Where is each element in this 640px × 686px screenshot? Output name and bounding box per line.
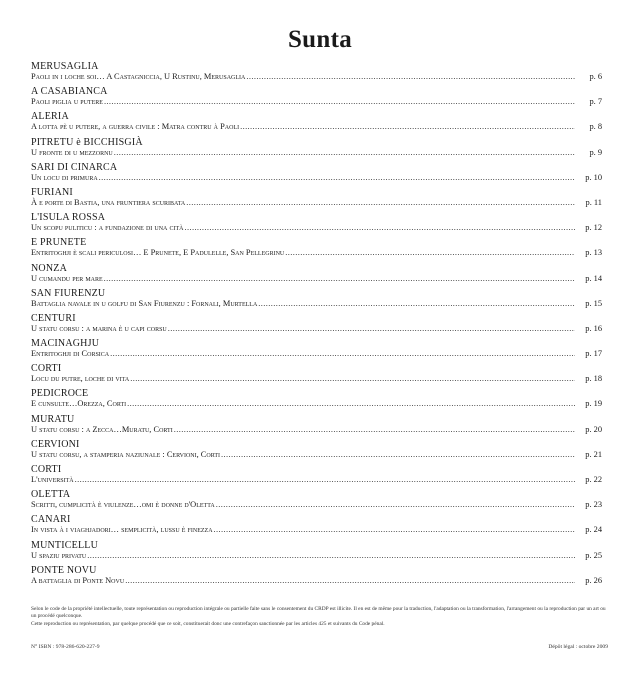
toc-heading: A CASABIANCA — [31, 86, 108, 98]
toc-subtitle: Entritoghji è scali periculosi… E Prunete, E Padulelle, San Pellegrinu — [31, 248, 285, 258]
toc-heading: FURIANI — [31, 186, 73, 198]
toc-subtitle: Scritti, cumplicità è viulenze…omi è donne d'Oletta — [31, 500, 215, 510]
toc-subtitle: Entritoghji di Corsica — [31, 349, 110, 359]
dot-leader — [127, 399, 575, 409]
dot-leader — [246, 72, 575, 82]
toc-page-number: p. 12 — [585, 223, 602, 233]
dot-leader — [104, 274, 575, 284]
toc-line — [31, 374, 602, 388]
toc-heading: PEDICROCE — [31, 388, 89, 400]
legal-notice — [31, 606, 606, 628]
toc-entry — [31, 414, 602, 439]
toc-entry — [31, 263, 602, 288]
toc-heading: CENTURI — [31, 312, 76, 324]
toc-line — [31, 173, 602, 187]
toc-line — [31, 399, 602, 413]
toc-page-number: p. 10 — [585, 172, 602, 182]
toc-page-number: p. 16 — [585, 323, 602, 333]
depot-legal-text: Dépôt légal : octobre 2009 — [548, 644, 608, 650]
toc-page-number: p. 20 — [585, 424, 602, 434]
toc-entry — [31, 388, 602, 413]
toc-heading: MACINAGHJU — [31, 338, 100, 350]
toc-page-number: p. 22 — [585, 475, 602, 484]
toc-line — [31, 198, 602, 212]
dot-leader — [168, 324, 575, 334]
toc-page-number: p. 11 — [585, 197, 602, 207]
dot-leader — [258, 299, 575, 309]
toc-page-number: p. 21 — [585, 449, 602, 459]
table-of-contents — [31, 61, 602, 590]
toc-subtitle: Un locu di primura — [31, 172, 98, 182]
dot-leader — [184, 223, 575, 233]
toc-entry — [31, 338, 602, 363]
toc-line — [31, 122, 602, 136]
toc-subtitle: U statu corsu : a marina è u capi corsu — [31, 323, 167, 333]
dot-leader — [240, 122, 575, 132]
legal-paragraph-1: Selon le code de la propriété intellectuelle, toute représentation ou reproduction intégrale ou partielle faite sans le consentement du CRDP est illicite. Il en est de même pour la traduction, l'adaptation ou la transformation, l'arrangement ou la reproduction par un art ou un procédé quelconque. — [31, 606, 606, 620]
toc-subtitle: U statu corsu, a stamperia naziunale : Cervioni, Corti — [31, 449, 221, 459]
toc-subtitle: U cumandu per mare — [31, 273, 103, 283]
toc-line — [31, 148, 602, 162]
toc-page-number: p. 9 — [589, 147, 602, 157]
toc-entry — [31, 514, 602, 539]
dot-leader — [214, 525, 575, 535]
toc-entry — [31, 162, 602, 187]
toc-entry — [31, 111, 602, 136]
dot-leader — [110, 349, 575, 359]
toc-subtitle: E cunsulte…Orezza, Corti — [31, 399, 127, 409]
toc-subtitle: In vista à i viaghjadori… semplicità, lussu è finezza — [31, 525, 213, 535]
toc-line — [31, 97, 602, 111]
toc-subtitle: U spaziu privatu — [31, 550, 87, 560]
toc-entry — [31, 363, 602, 388]
dot-leader — [125, 576, 575, 586]
dot-leader — [216, 500, 575, 510]
toc-subtitle: Locu du putre, loche di vita — [31, 374, 130, 384]
toc-entry — [31, 61, 602, 86]
legal-paragraph-2: Cette reproduction ou représentation, par quelque procédé que ce soit, constituerait donc une contrefaçon sanctionnée par les articles 425 et suivants du Code pénal. — [31, 620, 385, 627]
toc-line — [31, 299, 602, 313]
toc-heading: SAN FIURENZU — [31, 287, 106, 299]
page-title: Sunta — [287, 26, 353, 53]
toc-entry — [31, 237, 602, 262]
toc-line — [31, 551, 602, 565]
toc-heading: MERUSAGLIA — [31, 61, 99, 72]
toc-page-number: p. 19 — [585, 399, 602, 409]
toc-line — [31, 324, 602, 338]
toc-subtitle: Battaglia navale in u golfu di San Fiurenzu : Fornali, Murtella — [31, 298, 258, 308]
toc-heading: CORTI — [31, 464, 62, 475]
toc-page-number: p. 17 — [585, 349, 602, 359]
toc-page-number: p. 13 — [585, 248, 602, 258]
toc-heading: CERVIONI — [31, 438, 80, 450]
toc-line — [31, 223, 602, 237]
toc-page-number: p. 26 — [585, 575, 602, 585]
toc-entry — [31, 464, 602, 489]
toc-heading: SARI DI CINARCA — [31, 161, 118, 173]
toc-subtitle: Un scopu puliticu : a fundazione di una cità — [31, 223, 184, 233]
toc-entry — [31, 565, 602, 590]
toc-heading: PONTE NOVU — [31, 564, 97, 576]
toc-heading: OLETTA — [31, 489, 71, 501]
dot-leader — [87, 551, 575, 561]
dot-leader — [130, 374, 575, 384]
toc-entry — [31, 137, 602, 162]
toc-heading: CANARI — [31, 514, 71, 526]
toc-subtitle: U statu corsu : a Zecca…Muratu, Corti — [31, 424, 173, 434]
toc-line — [31, 425, 602, 439]
toc-entry — [31, 288, 602, 313]
toc-entry — [31, 313, 602, 338]
toc-heading: NONZA — [31, 262, 67, 274]
toc-line — [31, 349, 602, 363]
toc-subtitle: Paoli in i loche soi… A Castagniccia, U Rustinu, Merusaglia — [31, 72, 246, 81]
dot-leader — [104, 97, 575, 107]
dot-leader — [174, 425, 575, 435]
toc-subtitle: L'università — [31, 475, 74, 484]
toc-page-number: p. 6 — [589, 72, 602, 81]
toc-page-number: p. 8 — [589, 122, 602, 132]
dot-leader — [114, 148, 575, 158]
dot-leader — [186, 198, 575, 208]
toc-line — [31, 72, 602, 86]
toc-entry — [31, 187, 602, 212]
toc-subtitle: Paoli piglia u putere — [31, 97, 103, 107]
toc-page-number: p. 24 — [585, 525, 602, 535]
toc-subtitle: À e porte di Bastia, una fruntiera scuribata — [31, 197, 186, 207]
toc-entry — [31, 540, 602, 565]
isbn-text: N° ISBN : 978-286-620-227-9 — [31, 644, 100, 650]
toc-line — [31, 475, 602, 489]
toc-entry — [31, 212, 602, 237]
toc-line — [31, 274, 602, 288]
toc-line — [31, 576, 602, 590]
toc-heading: MUNTICELLU — [31, 539, 98, 551]
toc-subtitle: A battaglia di Ponte Novu — [31, 575, 125, 585]
toc-heading: ALERIA — [31, 111, 69, 123]
toc-subtitle: U fronte di u mezzornu — [31, 147, 113, 157]
toc-page-number: p. 23 — [585, 500, 602, 510]
toc-heading: CORTI — [31, 363, 62, 375]
toc-line — [31, 500, 602, 514]
toc-heading: E PRUNETE — [31, 237, 87, 249]
toc-heading: PITRETU è BICCHISGIÀ — [31, 136, 143, 148]
toc-page-number: p. 15 — [585, 298, 602, 308]
toc-line — [31, 248, 602, 262]
toc-line — [31, 525, 602, 539]
dot-leader — [221, 450, 575, 460]
dot-leader — [285, 248, 575, 258]
toc-page-number: p. 14 — [585, 273, 602, 283]
toc-page-number: p. 18 — [585, 374, 602, 384]
toc-entry — [31, 86, 602, 111]
toc-entry — [31, 489, 602, 514]
toc-entry — [31, 439, 602, 464]
toc-page-number: p. 7 — [589, 97, 602, 107]
toc-heading: L'ISULA ROSSA — [31, 212, 106, 224]
toc-page-number: p. 25 — [585, 550, 602, 560]
toc-line — [31, 450, 602, 464]
dot-leader — [75, 475, 575, 485]
dot-leader — [99, 173, 575, 183]
toc-heading: MURATU — [31, 413, 75, 425]
toc-subtitle: A lotta pè u putere, a guerra civile : Matra contru à Paoli — [31, 122, 240, 132]
